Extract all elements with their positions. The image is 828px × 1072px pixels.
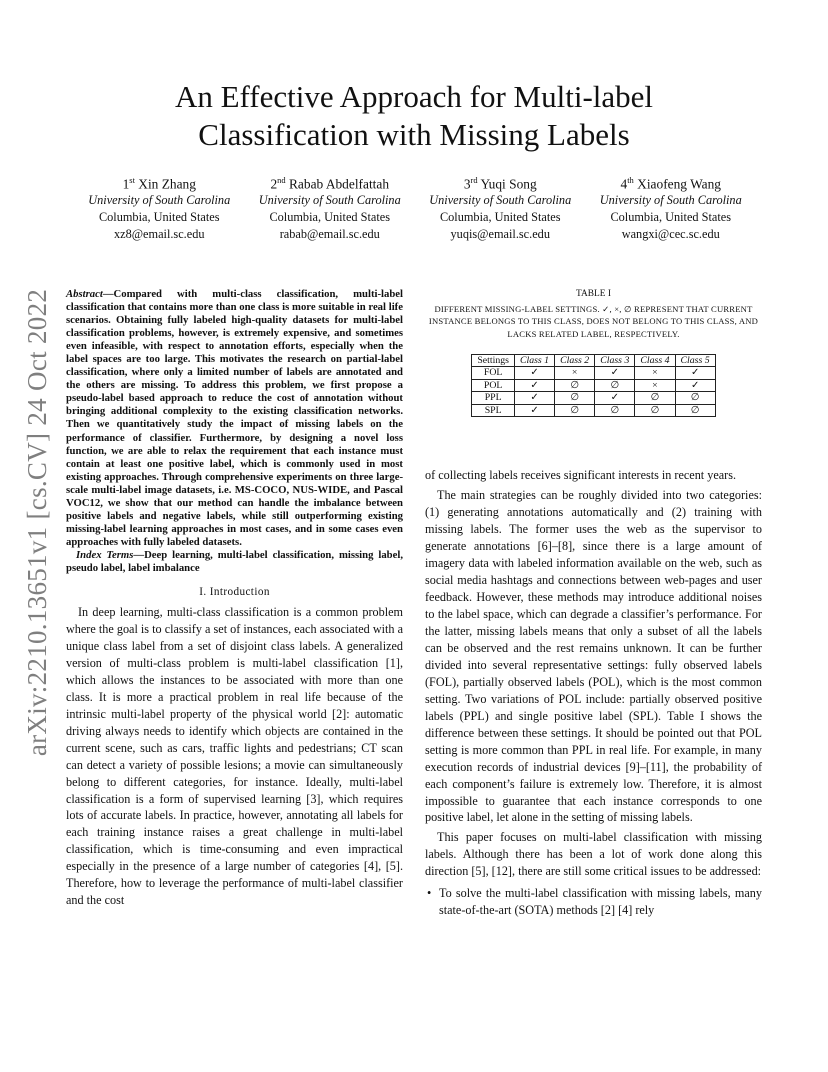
table-row <box>472 379 715 392</box>
author-block <box>586 172 757 243</box>
author-block <box>74 172 245 243</box>
issue-list <box>425 885 762 919</box>
table-cell: ∅ <box>555 379 595 392</box>
table-cell: ✓ <box>514 367 554 380</box>
table-cell: ✓ <box>514 404 554 417</box>
author-name-line <box>586 172 757 192</box>
table-cell: PPL <box>472 392 515 405</box>
author-ordinal: 3 <box>463 176 471 192</box>
abstract-text: —Compared with multi-class classification, multi-label classification that contains more than one class is more suitable in real life scenarios. Obtaining fully labeled high-quality datasets for multi-label classification problems, however, is extremely expensive, and sometimes even infeasible, with respect to annotation efforts, especially when the label spaces are too large. This motivates the research on partial-label classification, where only a limited number of labels are annotated and the others are missing. To address this problem, we first propose a pseudo-label based approach to reduce the cost of annotation without bringing additional complexity to the existing classification networks. Then we quantitatively study the impact of missing labels on the performance of classifier. Furthermore, by designing a novel loss function, we are able to relax the requirement that each instance must contain at least one positive label, which is commonly used in most existing approaches. Through comprehensive experiments on three large-scale multi-label image datasets, i.e. MS-COCO, NUS-WIDE, and Pascal VOC12, we show that our method can handle the imbalance between positive labels and negative labels, while still outperforming existing missing-label learning approaches in most cases, and in some cases even approaches with fully labeled datasets. <box>66 288 403 548</box>
table-caption: DIFFERENT MISSING-LABEL SETTINGS. ✓, ×, ∅ REPRESENT THAT CURRENT INSTANCE BELONGS TO THIS CLASS, DOES NOT BELONG TO THIS CLASS, AND LACKS RELATED LABEL, RESPECTIVELY. <box>428 304 759 339</box>
author-email: yuqis@email.sc.edu <box>450 227 550 242</box>
table-cell: × <box>555 367 595 380</box>
table-cell: ✓ <box>514 379 554 392</box>
author-block <box>415 172 586 243</box>
author-name-line <box>415 172 586 192</box>
table-label: TABLE I <box>576 289 611 299</box>
right-column <box>425 288 762 919</box>
table-cell: ∅ <box>635 404 675 417</box>
author-email: wangxi@cec.sc.edu <box>621 227 720 242</box>
index-terms-text: —Deep learning, multi-label classification, missing label, pseudo label, label imbalance <box>66 548 403 574</box>
author-block <box>245 172 416 243</box>
table-header-cell: Class 5 <box>675 354 715 367</box>
body-paragraph: This paper focuses on multi-label classification with missing labels. Although there has been a lot of work done along this direction [5], [12], there are still some critical issues to be addressed: <box>425 830 762 879</box>
table-cell: FOL <box>472 367 515 380</box>
author-location: Columbia, United States <box>439 210 561 225</box>
author-name-line <box>74 172 245 192</box>
author-affiliation: University of South Carolina <box>88 193 231 208</box>
author-ordinal-sup: rd <box>470 175 478 185</box>
section-heading: I. Introduction <box>199 586 270 599</box>
table-cell: POL <box>472 379 515 392</box>
table-cell: SPL <box>472 404 515 417</box>
list-item <box>427 885 762 919</box>
author-affiliation: University of South Carolina <box>429 193 572 208</box>
table-cell: ∅ <box>595 379 635 392</box>
table-header-row <box>472 354 715 367</box>
intro-paragraph: In deep learning, multi-class classification is a common problem where the goal is to classify a set of instances, each associated with a unique class label from a set of disjoint class labels. A generalized version of multi-class problem is multi-label classification [1], which allows the instances to be associated with more than one class. It is more a practical problem in real life because of the intrinsic multi-label property of the physical world [2]: automatic driving always needs to identify which objects are contained in the current scene, such as cars, traffic lights and pedestrians; CT scan can detect a variety of possible lesions; a movie can simultaneously belong to different categories, for instance. Ideally, multi-label classification is a form of supervised learning [3], which requires lots of accurate labels. In practice, however, annotating all labels for each training instance raises a great challenge in multi-label classification, which is time-consuming and even impractical especially in the presence of a large number of categories [4], [5]. Therefore, how to leverage the performance of multi-label classifier and the cost <box>66 605 403 908</box>
paper-title: An Effective Approach for Multi-label Classification with Missing Labels <box>174 79 654 152</box>
table-cell: ∅ <box>595 404 635 417</box>
table-cell: ✓ <box>675 379 715 392</box>
author-ordinal-sup: th <box>627 175 634 185</box>
arxiv-stamp <box>16 282 60 762</box>
bullet-mark: • <box>427 886 432 901</box>
table-cell: ∅ <box>555 392 595 405</box>
table-cell: ∅ <box>555 404 595 417</box>
table-cell: ✓ <box>514 392 554 405</box>
author-location: Columbia, United States <box>269 210 391 225</box>
table-header-cell: Class 3 <box>595 354 635 367</box>
table-cell: ∅ <box>635 392 675 405</box>
list-item-text: To solve the multi-label classification with missing labels, many state-of-the-art (SOTA) methods [2] [4] rely <box>439 886 762 918</box>
author-name: Yuqi Song <box>477 176 537 192</box>
table-row <box>472 404 715 417</box>
settings-table <box>471 354 715 418</box>
author-ordinal-sup: nd <box>277 175 286 185</box>
table-row <box>472 392 715 405</box>
author-name-line <box>245 172 416 192</box>
table-cell: ✓ <box>595 367 635 380</box>
author-list <box>74 172 756 243</box>
author-email: xz8@email.sc.edu <box>113 227 205 242</box>
author-name: Rabab Abdelfattah <box>285 176 390 192</box>
table-cell: ∅ <box>675 392 715 405</box>
index-terms-label: Index Terms <box>76 548 134 561</box>
table-row <box>472 367 715 380</box>
author-ordinal: 1 <box>122 176 130 192</box>
table-cell: × <box>635 379 675 392</box>
table-header-cell: Class 2 <box>555 354 595 367</box>
table-header-cell: Class 4 <box>635 354 675 367</box>
author-affiliation: University of South Carolina <box>599 193 742 208</box>
table-header-cell: Settings <box>472 354 515 367</box>
author-name: Xin Zhang <box>134 176 196 192</box>
body-paragraph: The main strategies can be roughly divided into two categories: (1) generating annotations automatically and (2) training with missing labels. The former uses the web as the supervisor to generate annotations [6]–[8], since there is a large amount of imagery data with labeled information available on the web, such as social media hashtags and connections between web-pages and user feedback. However, these methods may introduce additional noises to the label space, which can degrade a classifier’s performance. For the latter, missing labels means that only a subset of all the labels can be observed and the rest remains unknown. It can be further divided into several representative settings: fully observed labels (FOL), partially observed labels (POL), which is the most common setting. Two variations of POL include: partially observed positive labels (PPL) and single positive label (SPL). Table I shows the difference between these settings. It should be pointed out that POL setting is more common than PPL in real life. For example, in many execution records of industrial devices [9]–[11], the probability of each component’s failure is extremely low. Therefore, it is almost impossible to guarantee that each instance corresponds to one positive label, let alone in the setting of missing labels. <box>425 488 762 825</box>
author-name: Xiaofeng Wang <box>633 176 721 192</box>
author-affiliation: University of South Carolina <box>258 193 401 208</box>
left-column <box>66 288 403 909</box>
table-cell: ∅ <box>675 404 715 417</box>
author-ordinal-sup: st <box>129 175 135 185</box>
table-cell: ✓ <box>675 367 715 380</box>
author-ordinal: 4 <box>620 176 628 192</box>
table-header-cell: Class 1 <box>514 354 554 367</box>
index-terms <box>66 549 403 575</box>
body-paragraph-continued: of collecting labels receives significant interests in recent years. <box>425 468 736 483</box>
table-cell: ✓ <box>595 392 635 405</box>
author-email: rabab@email.sc.edu <box>279 227 380 242</box>
author-location: Columbia, United States <box>610 210 732 225</box>
abstract-label: Abstract <box>66 288 103 300</box>
arxiv-stamp-text: arXiv:2210.13651v1 [cs.CV] 24 Oct 2022 <box>22 288 53 756</box>
author-location: Columbia, United States <box>98 210 220 225</box>
author-ordinal: 2 <box>270 176 278 192</box>
abstract <box>66 288 403 549</box>
table-cell: × <box>635 367 675 380</box>
